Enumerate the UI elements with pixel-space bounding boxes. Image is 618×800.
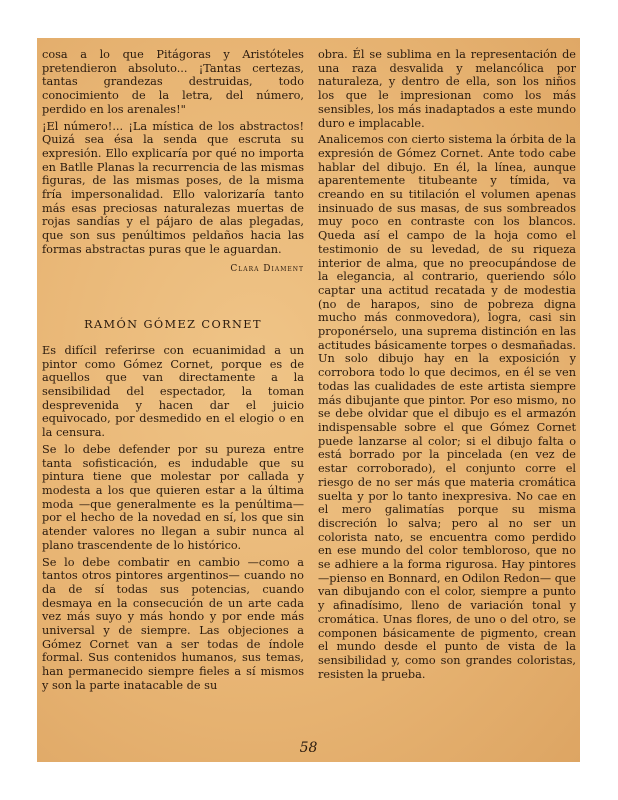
paragraph: Analicemos con cierto sistema la órbita de la expresión de Gómez Cornet. Ante todo cabe hablar del dibujo. En él, la línea, aunque aparentemente titubeante y tímida, va creando en su titilación el volumen apenas insinuado de sus masas, de sus sombreados muy poco en contraste con los blancos. Queda así el campo de la hoja como el testimonio de su levedad, de su riqueza interior de alma, que no preocupándose de la elegancia, al contrario, queriendo sólo captar una actitud recatada y de modestia (no de harapos, sino de pobreza digna mucho más conmovedora), logra, casi sin proponérselo, una suprema distinción en las actitudes básicamente torpes o desmañadas. Un solo dibujo hay en la exposición y corrobora todo lo que decimos, en él se ven todas las cualidades de este artista siempre más dibujante que pintor. Por eso mismo, no se debe olvidar que el dibujo es el armazón indispensable sobre el que Gómez Cornet puede lanzarse al color; si el dibujo falta o está borrado por la pincelada (en vez de estar corroborado), el conjunto corre el riesgo de no ser más que materia cromática suelta y por lo tanto inexpresiva. No cae en el mero galimatías porque su misma discreción lo salva; pero al no ser un colorista nato, se encuentra como perdido en ese mundo del color tembloroso, que no se adhiere a la forma rigurosa. Hay pintores —pienso en Bonnard, en Odilon Redon— que van dibujando con el color, siempre a punto y afinadísimo, lleno de variación tonal y cromática. Unas flores, de uno o del otro, se componen básicamente de pigmento, crean el mundo desde el punto de vista de la sensibilidad y, como son grandes coloristas, resisten la prueba. [318,133,576,681]
paragraph: Es difícil referirse con ecuanimidad a un pintor como Gómez Cornet, porque es de aquellos que van directamente a la sensibilidad del espectador, la toman desprevenida y hacen dar el juicio equivocado, por desmedido en el elogio o en la censura. [42,343,304,440]
paragraph: Se lo debe combatir en cambio —como a tantos otros pintores argentinos— cuando no da de sí todas sus potencias, cuando desmaya en la consecución de un arte cada vez más suyo y más hondo y por ende más universal y de siempre. Las objeciones a Gómez Cornet van a ser todas de índole formal. Sus contenidos humanos, sus temas, han permanecido siempre fieles a sí mismos y son la parte inatacable de su [42,555,304,692]
right-column [318,48,576,684]
paragraph: ¡El número!... ¡La mística de los abstractos! Quizá sea ésa la senda que escruta su expresión. Ello explicaría por qué no importa en Batlle Planas la recurrencia de las mismas figuras, de las mismas poses, de la misma fría impersonalidad. Ello valorizaría tanto más esas preciosas naturalezas muertas de rojas sandías y el pájaro de alas plegadas, que son sus penúltimos peldaños hacia las formas abstractas puras que le aguardan. [42,119,304,256]
book-page [37,38,580,762]
left-column [42,48,304,696]
author-signature: Clara Diament [230,263,304,274]
paragraph: obra. Él se sublima en la representación de una raza desvalida y melancólica por naturaleza, y dentro de ella, son los niños los que le impresionan como los más sensibles, los más inadaptados a este mundo duro e implacable. [318,48,576,130]
article-heading: RAMÓN GÓMEZ CORNET [84,318,262,332]
paragraph: cosa a lo que Pitágoras y Aristóteles pretendieron absoluto... ¡Tantas certezas, tantas grandezas destruidas, todo conocimiento de la letra, del número, perdido en los arenales!" [42,48,304,116]
paragraph: Se lo debe defender por su pureza entre tanta sofisticación, es indudable que su pintura tiene que molestar por callada y modesta a los que quieren estar a la última moda —que generalmente es la penúltima— por el hecho de la novedad en sí, los que sin atender valores no llegan a subir nunca al plano trascendente de lo histórico. [42,442,304,552]
page-number: 58 [299,740,318,756]
